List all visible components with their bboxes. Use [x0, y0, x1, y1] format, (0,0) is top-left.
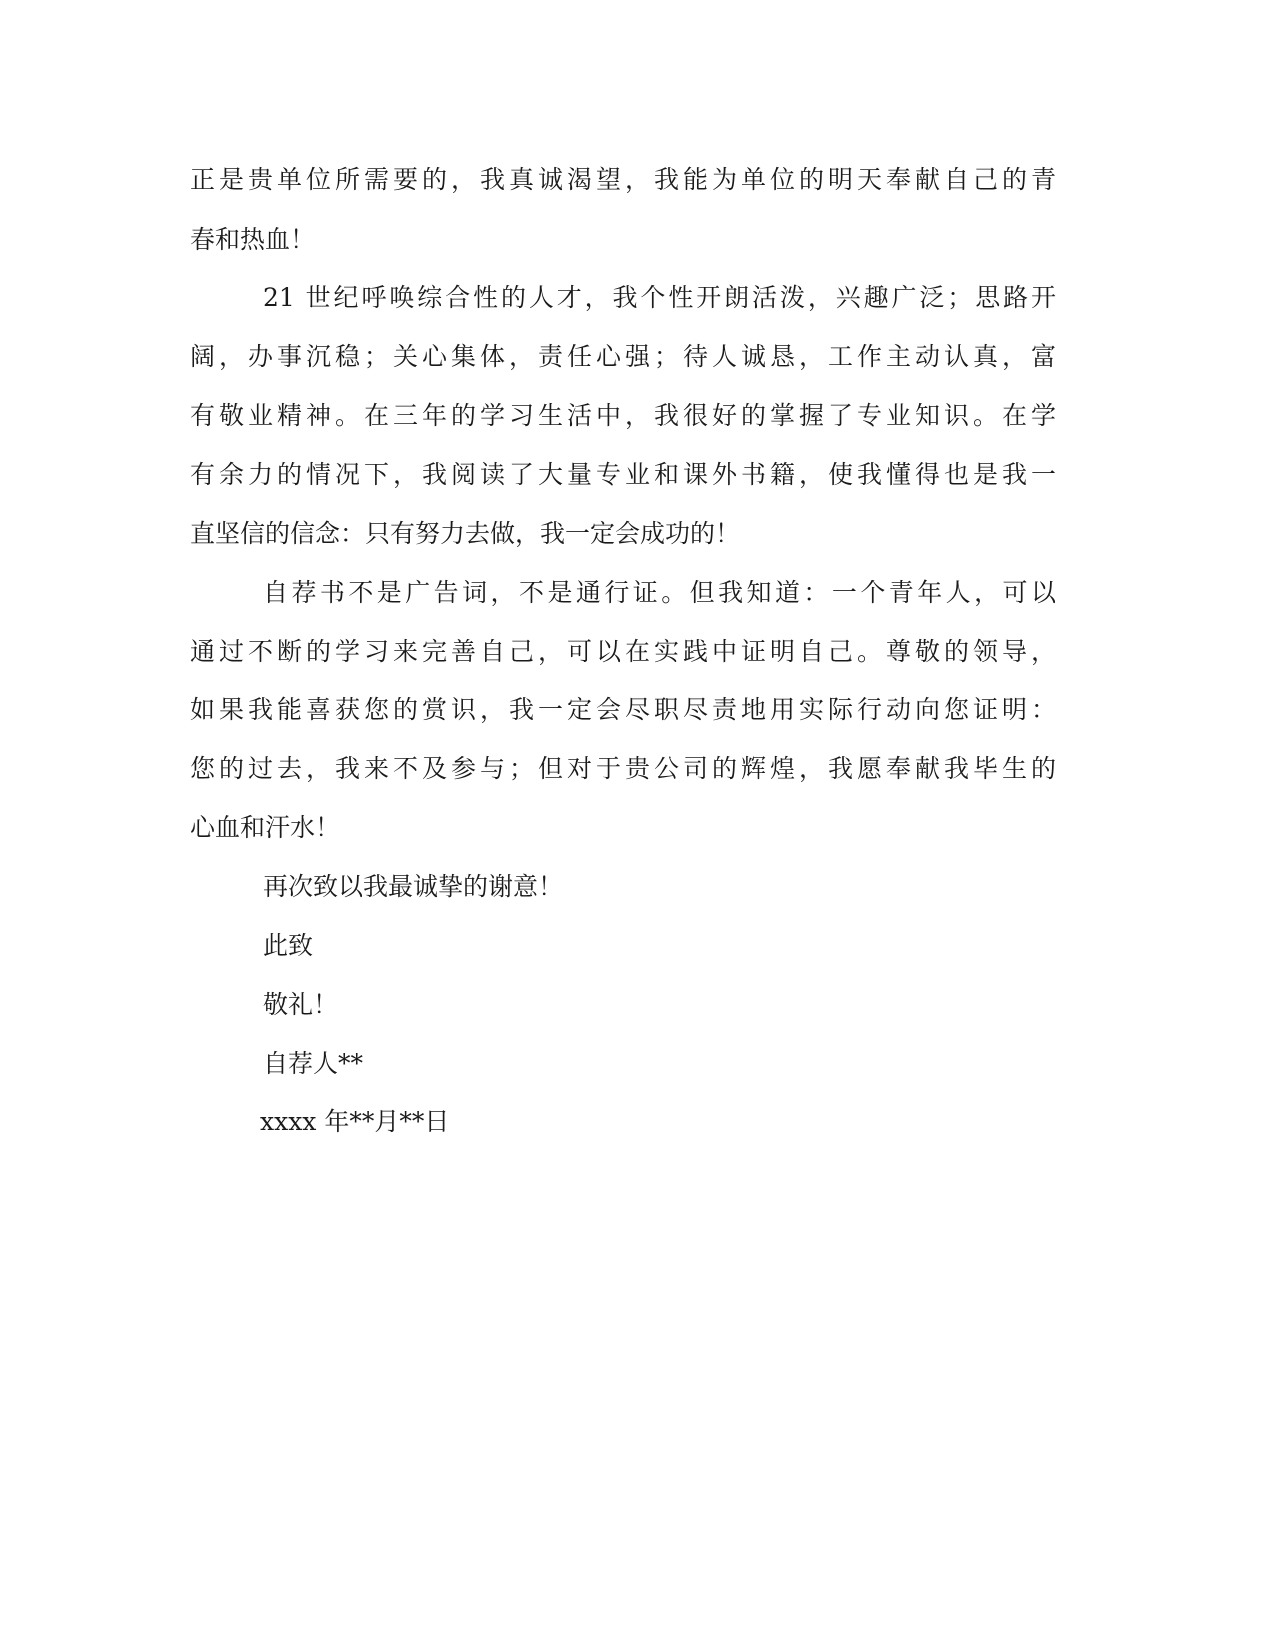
- date: xxxx 年**月**日: [260, 1107, 450, 1136]
- closing-salutation-1: 此致: [263, 931, 314, 960]
- paragraph-1-line-1: 正是贵单位所需要的，我真诚渴望，我能为单位的明天奉献自己的青: [190, 165, 1056, 194]
- paragraph-3-line-2: 通过不断的学习来完善自己，可以在实践中证明自己。尊敬的领导，: [190, 637, 1056, 666]
- paragraph-2-line-4: 有余力的情况下，我阅读了大量专业和课外书籍，使我懂得也是我一: [190, 460, 1056, 489]
- paragraph-3-line-4: 您的过去，我来不及参与；但对于贵公司的辉煌，我愿奉献我毕生的: [190, 754, 1056, 783]
- paragraph-2-line-3: 有敬业精神。在三年的学习生活中，我很好的掌握了专业知识。在学: [190, 401, 1056, 430]
- signature: 自荐人**: [263, 1049, 364, 1078]
- paragraph-3-line-5: 心血和汗水！: [190, 813, 341, 842]
- paragraph-1-line-2: 春和热血！: [190, 225, 316, 254]
- paragraph-2-line-5: 直坚信的信念：只有努力去做，我一定会成功的！: [190, 519, 741, 548]
- paragraph-3-line-1: 自荐书不是广告词，不是通行证。但我知道：一个青年人，可以: [263, 578, 1056, 607]
- paragraph-3-line-3: 如果我能喜获您的赏识，我一定会尽职尽责地用实际行动向您证明：: [190, 695, 1056, 724]
- paragraph-2-line-2: 阔，办事沉稳；关心集体，责任心强；待人诚恳，工作主动认真，富: [190, 342, 1056, 371]
- closing-thanks: 再次致以我最诚挚的谢意！: [263, 872, 564, 901]
- closing-salutation-2: 敬礼！: [263, 990, 339, 1019]
- paragraph-2-line-1: 21 世纪呼唤综合性的人才，我个性开朗活泼，兴趣广泛；思路开: [263, 283, 1056, 312]
